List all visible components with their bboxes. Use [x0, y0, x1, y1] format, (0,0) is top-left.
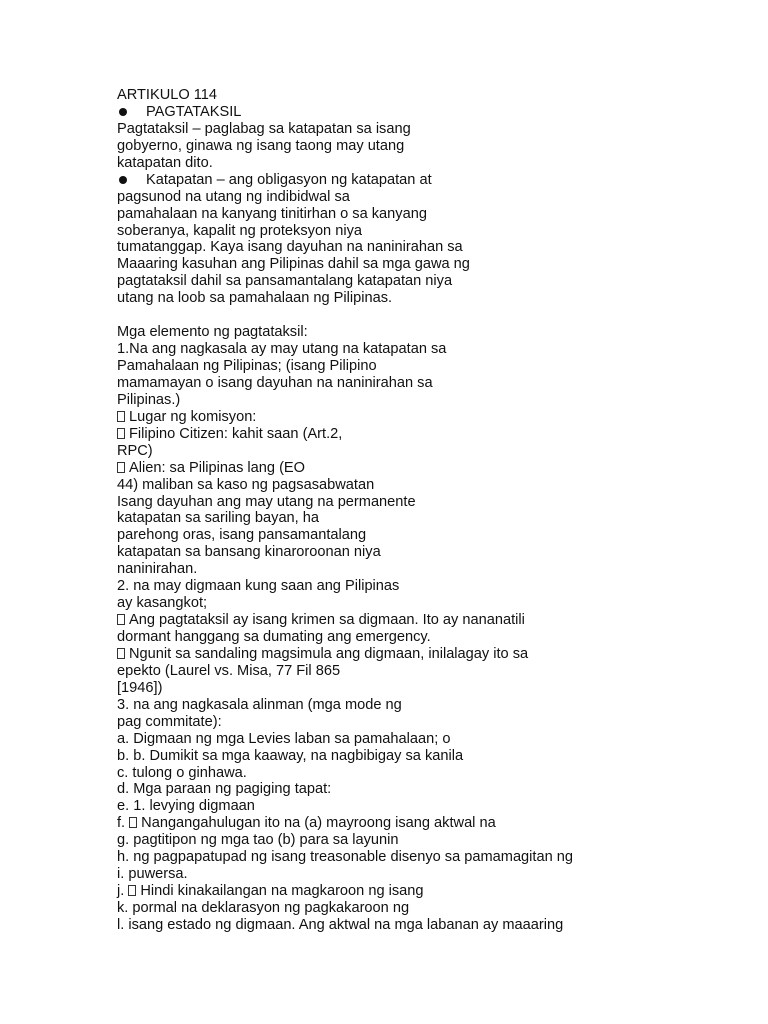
item-j-line [117, 883, 737, 900]
alien-body-line: parehong oras, isang pansamantalang [117, 527, 367, 544]
citizen-text: Filipino Citizen: kahit saan (Art.2, [129, 425, 343, 442]
katapatan-first-line: Katapatan – ang obligasyon ng katapatan at [146, 171, 432, 188]
bullet-icon [119, 108, 127, 116]
paragraph-spacer [117, 307, 737, 324]
item-f-text: Nangangahulugan ito na (a) mayroong isang aktwal na [141, 815, 496, 832]
item-f-prefix: f. [117, 815, 126, 832]
definition-line: Pagtataksil – paglabag sa katapatan sa isang [117, 120, 411, 137]
katapatan-line: soberanya, kapalit ng proteksyon niya [117, 222, 363, 239]
elements-heading: Mga elemento ng pagtataksil: [117, 324, 308, 341]
definition-line: gobyerno, ginawa ng isang taong may utang [117, 137, 405, 154]
bullet-item-pagtataksil [117, 104, 737, 121]
missing-glyph-icon [117, 648, 125, 659]
alien-body-line: Isang dayuhan ang may utang na permanente [117, 493, 416, 510]
katapatan-line: pagsunod na utang ng indibidwal sa [117, 188, 350, 205]
missing-glyph-icon [117, 411, 125, 422]
alien-body-line: katapatan sa bansang kinaroroonan niya [117, 544, 381, 561]
katapatan-line: pagtataksil dahil sa pansamantalang katapatan niya [117, 273, 453, 290]
missing-glyph-icon [129, 817, 137, 828]
katapatan-line: pamahalaan na kanyang tinitirhan o sa kanyang [117, 205, 427, 222]
closing-line: e. 1. levying digmaan [117, 798, 255, 815]
final-line: l. isang estado ng digmaan. Ang aktwal na mga labanan ay maaaring [117, 916, 564, 933]
lugar-text: Lugar ng komisyon: [129, 408, 257, 425]
bullet-item-katapatan [117, 172, 737, 189]
closing-line: b. b. Dumikit sa mga kaaway, na nagbibigay sa kanila [117, 747, 464, 764]
item-j-prefix: j. [117, 883, 125, 900]
closing-line: 3. na ang nagkasala alinman (mga mode ng [117, 696, 402, 713]
crime-text: Ang pagtataksil ay isang krimen sa digmaan. Ito ay nananatili [129, 612, 525, 629]
ngunit-line [117, 646, 737, 663]
bullet-icon [119, 176, 127, 184]
alien-body-line: naninirahan. [117, 561, 198, 578]
alien-body-line: ay kasangkot; [117, 595, 208, 612]
closing-line: a. Digmaan ng mga Levies laban sa pamahalaan; o [117, 730, 451, 747]
rpc-line: RPC) [117, 442, 153, 459]
final-line: k. pormal na deklarasyon ng pagkakaroon ng [117, 900, 410, 916]
closing-line: epekto (Laurel vs. Misa, 77 Fil 865 [117, 662, 341, 679]
closing-line: pag commitate): [117, 713, 222, 730]
crime-line [117, 612, 737, 629]
alien-body-line: katapatan sa sariling bayan, ha [117, 510, 320, 527]
document-page [117, 87, 737, 934]
ngunit-text: Ngunit sa sandaling magsimula ang digmaan, inilalagay ito sa [129, 645, 529, 662]
mid-line: h. ng pagpapatupad ng isang treasonable disenyo sa pamamagitan ng [117, 849, 573, 866]
element-line: Pilipinas.) [117, 391, 181, 408]
article-title: ARTIKULO 114 [117, 87, 218, 103]
missing-glyph-icon [128, 885, 136, 896]
item-j-text: Hindi kinakailangan na magkaroon ng isang [140, 883, 424, 900]
closing-line: [1946]) [117, 679, 163, 696]
katapatan-line: Maaaring kasuhan ang Pilipinas dahil sa mga gawa ng [117, 256, 470, 273]
alien-line [117, 460, 737, 477]
mid-line: i. puwersa. [117, 866, 188, 883]
element-line: mamamayan o isang dayuhan na naninirahan sa [117, 374, 433, 391]
citizen-line [117, 426, 737, 443]
alien-body-line: 2. na may digmaan kung saan ang Pilipinas [117, 578, 400, 595]
katapatan-line: utang na loob sa pamahalaan ng Pilipinas. [117, 290, 393, 307]
alien-text: Alien: sa Pilipinas lang (EO [129, 459, 306, 476]
element-line: Pamahalaan ng Pilipinas; (isang Pilipino [117, 358, 377, 374]
item-f-line [117, 815, 737, 832]
missing-glyph-icon [117, 462, 125, 473]
definition-line: katapatan dito. [117, 154, 213, 171]
dormant-line: dormant hanggang sa dumating ang emergency. [117, 629, 431, 645]
closing-line: c. tulong o ginhawa. [117, 764, 247, 781]
closing-line: d. Mga paraan ng pagiging tapat: [117, 781, 332, 798]
lugar-line [117, 409, 737, 426]
katapatan-line: tumatanggap. Kaya isang dayuhan na naninirahan sa [117, 239, 463, 256]
missing-glyph-icon [117, 614, 125, 625]
alien-body-line: 44) maliban sa kaso ng pagsasabwatan [117, 476, 375, 493]
mid-line: g. pagtitipon ng mga tao (b) para sa layunin [117, 832, 399, 849]
missing-glyph-icon [117, 428, 125, 439]
element-line: 1.Na ang nagkasala ay may utang na katapatan sa [117, 341, 447, 358]
section-heading: PAGTATAKSIL [146, 103, 242, 120]
